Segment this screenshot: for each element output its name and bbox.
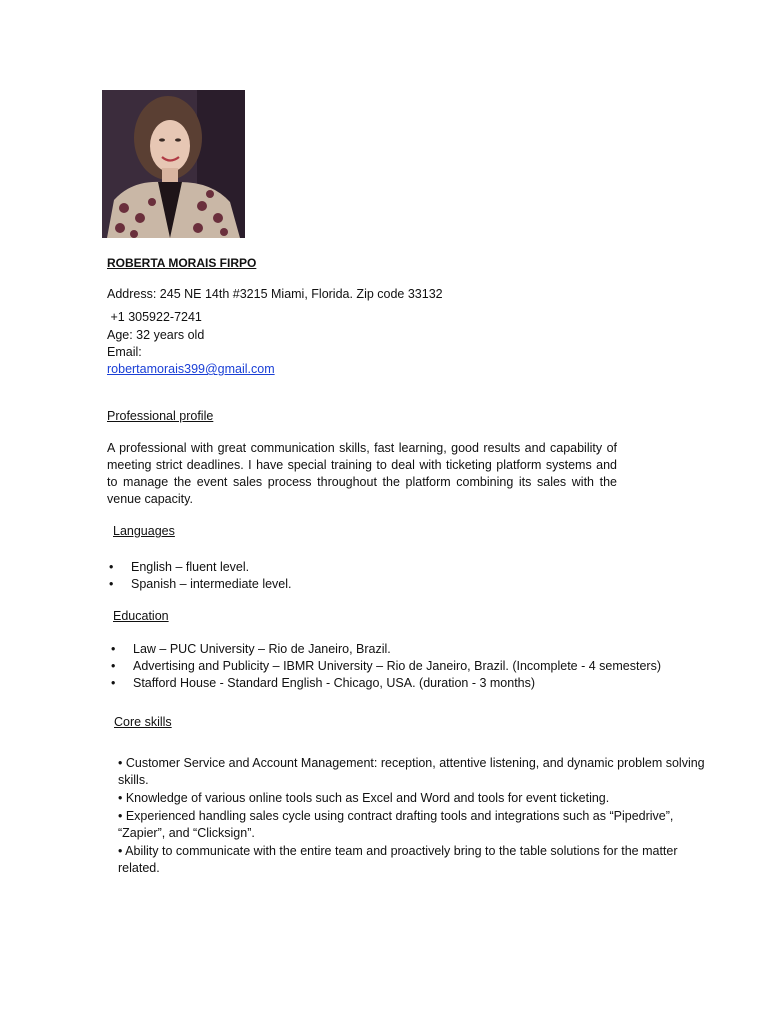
list-item: • Advertising and Publicity – IBMR University – Rio de Janeiro, Brazil. (Incomplete - 4 semesters)	[109, 658, 661, 675]
list-item: • Stafford House - Standard English - Chicago, USA. (duration - 3 months)	[109, 675, 661, 692]
list-item: • English – fluent level.	[107, 559, 292, 576]
list-item: • Law – PUC University – Rio de Janeiro, Brazil.	[109, 641, 661, 658]
list-item: • Spanish – intermediate level.	[107, 576, 292, 593]
skills-heading: Core skills	[114, 715, 172, 729]
list-item: • Customer Service and Account Management: reception, attentive listening, and dynamic problem solving skills.	[118, 756, 705, 787]
education-heading: Education	[113, 609, 169, 623]
email-label: Email:	[107, 345, 142, 359]
profile-paragraph: A professional with great communication skills, fast learning, good results and capability of meeting strict deadlines. I have special training to deal with ticketing platform systems and to manage the event sales process throughout the platform combining its sales with the venue capacity.	[107, 441, 617, 506]
profile-photo	[102, 90, 245, 238]
education-list	[109, 641, 661, 692]
list-item: • Knowledge of various online tools such as Excel and Word and tools for event ticketing.	[118, 791, 610, 805]
skills-list	[118, 755, 708, 878]
email-link[interactable]: robertamorais399@gmail.com	[107, 362, 275, 376]
languages-heading: Languages	[113, 524, 175, 538]
candidate-name: ROBERTA MORAIS FIRPO	[107, 256, 257, 270]
profile-heading: Professional profile	[107, 409, 214, 423]
address-line: Address: 245 NE 14th #3215 Miami, Florida. Zip code 33132	[107, 287, 443, 301]
list-item: • Experienced handling sales cycle using contract drafting tools and integrations such as “Pipedrive”, “Zapier”, and “Clicksign”.	[118, 809, 674, 840]
phone-line: +1 305922-7241	[107, 310, 202, 324]
age-line: Age: 32 years old	[107, 328, 205, 342]
list-item: • Ability to communicate with the entire team and proactively bring to the table solutions for the matter related.	[118, 844, 678, 875]
languages-list	[107, 559, 292, 593]
